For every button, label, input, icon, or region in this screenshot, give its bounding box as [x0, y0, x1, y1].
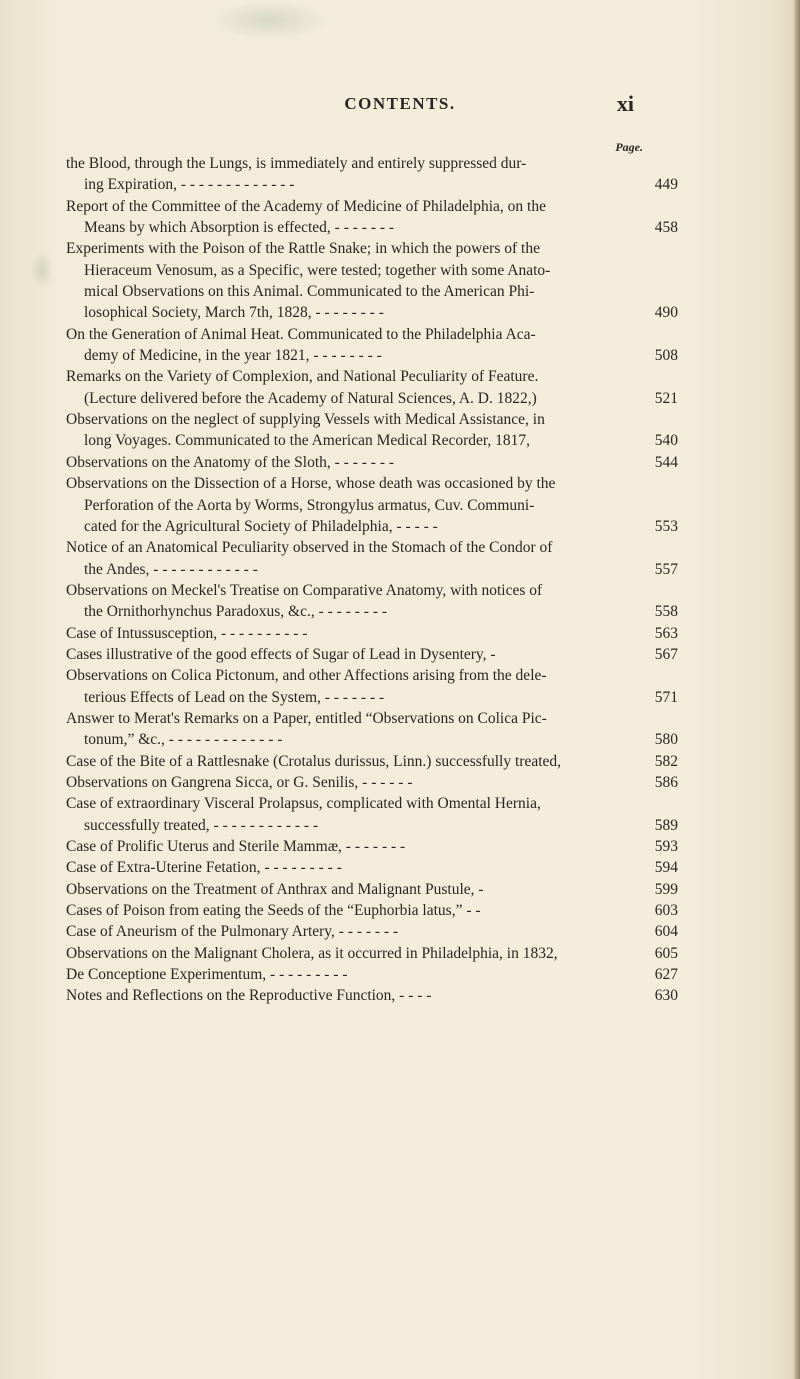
toc-line	[66, 366, 678, 387]
toc-entry	[66, 793, 678, 836]
toc-page-number: 449	[654, 176, 678, 194]
toc-line	[66, 281, 678, 302]
toc-line	[66, 879, 678, 900]
toc-entry	[66, 153, 678, 196]
toc-entry-title: the Blood, through the Lungs, is immediately and entirely suppressed dur-	[66, 155, 527, 172]
toc-entry-title: Hieraceum Venosum, as a Specific, were tested; together with some Anato-	[84, 261, 551, 279]
toc-line	[66, 665, 678, 686]
toc-entry-title: successfully treated, - - - - - - - - - - - -	[84, 816, 319, 834]
toc-entry	[66, 196, 678, 239]
toc-page-number: 508	[654, 347, 678, 365]
toc-line	[66, 537, 678, 558]
toc-page-number: 458	[654, 219, 678, 237]
toc-entry	[66, 964, 678, 985]
toc-entry	[66, 708, 678, 751]
toc-line	[66, 174, 678, 195]
toc-page-number: 594	[654, 859, 678, 877]
toc-entry	[66, 473, 678, 537]
toc-entry-title: Case of Prolific Uterus and Sterile Mammæ, - - - - - - -	[66, 838, 406, 855]
toc-page-number: 580	[654, 731, 678, 749]
page-edge	[794, 0, 800, 1379]
toc-page-number: 593	[654, 838, 678, 855]
toc-line	[66, 516, 678, 537]
toc-page-number: 521	[654, 389, 678, 407]
paper-stain	[30, 250, 54, 290]
toc-line	[66, 217, 678, 238]
toc-entry-title: Observations on the neglect of supplying Vessels with Medical Assistance, in	[66, 411, 545, 429]
toc-entry	[66, 943, 678, 964]
toc-page-number: 630	[654, 987, 678, 1005]
toc-line	[66, 964, 678, 985]
toc-page-number: 604	[654, 923, 678, 941]
page-column-label: Page.	[615, 140, 643, 154]
toc-line	[66, 793, 678, 814]
toc-line	[66, 430, 678, 451]
toc-page-number: 558	[654, 603, 678, 621]
toc-entry	[66, 772, 678, 793]
toc-entry-title: Means by which Absorption is effected, - - - - - - -	[84, 219, 395, 237]
toc-entry	[66, 580, 678, 623]
toc-entry	[66, 537, 678, 580]
toc-entry-title: Observations on the Anatomy of the Sloth, - - - - - - -	[66, 453, 395, 471]
toc-line	[66, 153, 678, 174]
toc-line	[66, 943, 678, 964]
toc-page-number: 540	[654, 432, 678, 450]
toc-entry-title: De Conceptione Experimentum, - - - - - - - - -	[66, 966, 348, 984]
toc-entry-title: Observations on the Dissection of a Horse, whose death was occasioned by the	[66, 475, 556, 493]
toc-entry-title: Case of extraordinary Visceral Prolapsus, complicated with Omental Hernia,	[66, 795, 541, 813]
toc-entry-title: (Lecture delivered before the Academy of Natural Sciences, A. D. 1822,)	[84, 389, 537, 407]
toc-page-number: 599	[654, 880, 678, 898]
toc-line	[66, 729, 678, 750]
toc-entry	[66, 921, 678, 942]
toc-entry-title: terious Effects of Lead on the System, - - - - - - -	[84, 688, 385, 706]
toc-entry	[66, 985, 678, 1006]
toc-entry-title: tonum,” &c., - - - - - - - - - - - - -	[84, 731, 283, 749]
toc-page-number: 490	[654, 304, 678, 322]
toc-line	[66, 601, 678, 622]
toc-page-number: 586	[654, 773, 678, 791]
toc-line	[66, 900, 678, 921]
toc-entry	[66, 409, 678, 452]
toc-line	[66, 751, 678, 772]
toc-line	[66, 260, 678, 281]
toc-entry-title: Observations on Meckel's Treatise on Comparative Anatomy, with notices of	[66, 581, 543, 599]
toc-line	[66, 708, 678, 729]
toc-line	[66, 473, 678, 494]
toc-entry-title: Perforation of the Aorta by Worms, Strongylus armatus, Cuv. Communi-	[84, 496, 535, 514]
toc-entry-title: Remarks on the Variety of Complexion, and National Peculiarity of Feature.	[66, 368, 539, 386]
toc-entry-title: mical Observations on this Animal. Communicated to the American Phi-	[84, 283, 535, 301]
toc-page-number: 567	[654, 645, 678, 663]
toc-page-number: 563	[654, 624, 678, 642]
page-number: xi	[616, 91, 634, 116]
toc-page-number: 557	[654, 560, 678, 578]
toc-line	[66, 238, 678, 259]
toc-entry-title: ing Expiration, - - - - - - - - - - - - -	[84, 176, 295, 194]
toc-entry	[66, 644, 678, 665]
toc-entry	[66, 900, 678, 921]
toc-line	[66, 644, 678, 665]
toc-line	[66, 687, 678, 708]
toc-entry-title: On the Generation of Animal Heat. Communicated to the Philadelphia Aca-	[66, 325, 536, 343]
toc-entry	[66, 238, 678, 323]
toc-entry-title: Observations on the Treatment of Anthrax and Malignant Pustule, -	[66, 880, 484, 898]
toc-page-number: 605	[654, 944, 678, 962]
toc-entry-title: Observations on the Malignant Cholera, as it occurred in Philadelphia, in 1832,	[66, 944, 558, 962]
toc-line	[66, 388, 678, 409]
toc-line	[66, 836, 678, 857]
toc-entry	[66, 879, 678, 900]
toc-entry-title: Observations on Colica Pictonum, and other Affections arising from the dele-	[66, 667, 547, 685]
toc-entry	[66, 623, 678, 644]
page-header	[0, 91, 800, 118]
toc-entry-title: cated for the Agricultural Society of Philadelphia, - - - - -	[84, 517, 438, 535]
paper-stain	[210, 0, 330, 40]
toc-line	[66, 623, 678, 644]
toc-line	[66, 921, 678, 942]
toc-page-number: 627	[654, 966, 678, 984]
toc-entry-title: Case of the Bite of a Rattlesnake (Crotalus durissus, Linn.) successfully treated,	[66, 752, 562, 770]
toc-entry	[66, 857, 678, 878]
toc-entry	[66, 751, 678, 772]
toc-line	[66, 409, 678, 430]
toc-line	[66, 302, 678, 323]
toc-entry-title: Observations on Gangrena Sicca, or G. Senilis, - - - - - -	[66, 773, 413, 791]
toc-line	[66, 580, 678, 601]
toc-line	[66, 452, 678, 473]
toc-line	[66, 985, 678, 1006]
toc-entry	[66, 665, 678, 708]
toc-line	[66, 495, 678, 516]
toc-entry	[66, 366, 678, 409]
toc-page-number: 589	[654, 816, 678, 834]
toc-line	[66, 559, 678, 580]
toc-entry-title: Case of Intussusception, - - - - - - - - - -	[66, 624, 308, 642]
toc-entry-title: Answer to Merat's Remarks on a Paper, entitled “Observations on Colica Pic-	[66, 709, 547, 727]
toc-entry	[66, 836, 678, 857]
toc-entry-title: long Voyages. Communicated to the American Medical Recorder, 1817,	[84, 432, 531, 450]
toc-entry-title: Report of the Committee of the Academy of Medicine of Philadelphia, on the	[66, 197, 546, 215]
running-title: CONTENTS.	[344, 94, 456, 113]
toc-line	[66, 772, 678, 793]
toc-page-number: 582	[654, 752, 678, 770]
toc-line	[66, 345, 678, 366]
toc-page-number: 603	[654, 902, 678, 920]
toc-entry-title: the Ornithorhynchus Paradoxus, &c., - - - - - - - -	[84, 603, 388, 621]
toc-line	[66, 324, 678, 345]
toc-entry-title: Case of Extra-Uterine Fetation, - - - - - - - - -	[66, 859, 342, 877]
toc-page-number: 571	[654, 688, 678, 706]
toc-entry-title: Cases of Poison from eating the Seeds of the “Euphorbia latus,” - -	[66, 902, 481, 920]
toc-entry	[66, 324, 678, 367]
table-of-contents	[66, 153, 678, 1007]
toc-entry-title: Case of Aneurism of the Pulmonary Artery, - - - - - - -	[66, 923, 399, 941]
toc-line	[66, 815, 678, 836]
toc-entry-title: losophical Society, March 7th, 1828, - - - - - - - -	[84, 304, 384, 322]
toc-entry	[66, 452, 678, 473]
toc-entry-title: Notes and Reflections on the Reproductive Function, - - - -	[66, 987, 432, 1005]
toc-page-number: 553	[654, 517, 678, 535]
toc-entry-title: the Andes, - - - - - - - - - - - -	[84, 560, 258, 578]
toc-entry-title: Experiments with the Poison of the Rattle Snake; in which the powers of the	[66, 240, 540, 258]
toc-line	[66, 196, 678, 217]
toc-line	[66, 857, 678, 878]
toc-entry-title: demy of Medicine, in the year 1821, - - - - - - - -	[84, 347, 382, 365]
toc-entry-title: Notice of an Anatomical Peculiarity observed in the Stomach of the Condor of	[66, 539, 553, 557]
toc-page-number: 544	[654, 453, 678, 471]
toc-entry-title: Cases illustrative of the good effects of Sugar of Lead in Dysentery, -	[66, 645, 496, 663]
